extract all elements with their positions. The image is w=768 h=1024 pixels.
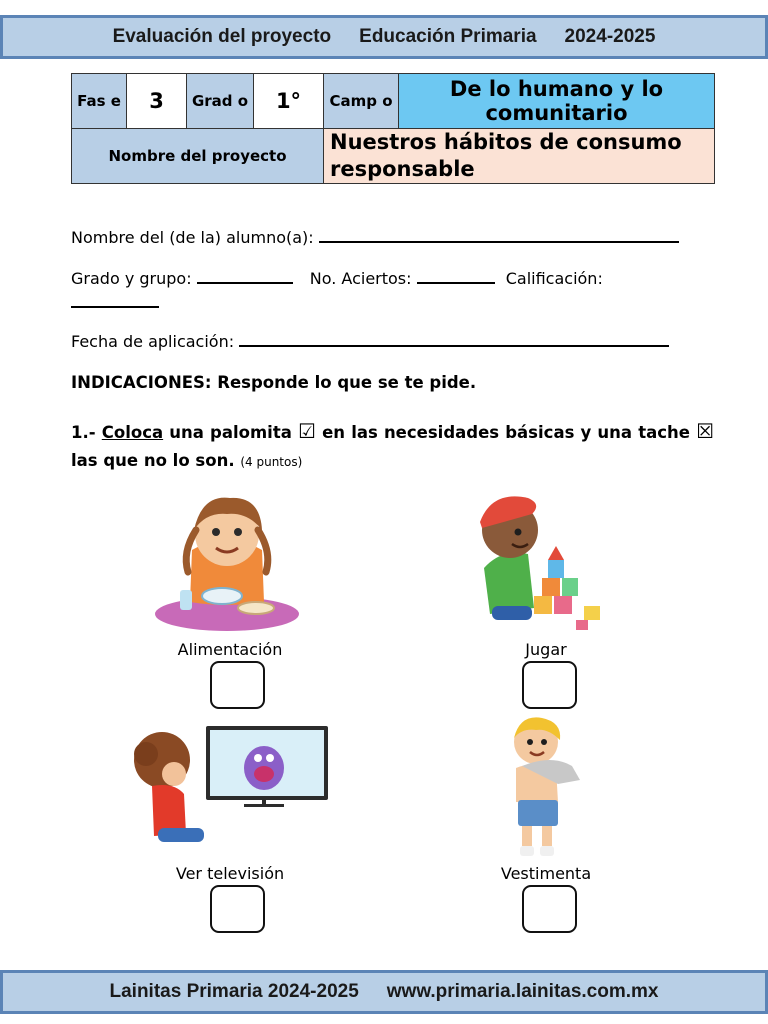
calificacion-row bbox=[71, 292, 159, 312]
fase-label: Fas e bbox=[72, 74, 127, 129]
cross-icon: ☒ bbox=[696, 419, 715, 443]
check-icon: ☑ bbox=[298, 419, 316, 443]
item-label-jugar: Jugar bbox=[525, 640, 567, 659]
question-text-a: una palomita bbox=[169, 423, 292, 442]
proyecto-value: Nuestros hábitos de consumo responsable bbox=[324, 129, 715, 184]
campo-label: Camp o bbox=[324, 74, 399, 129]
grado-label: Grad o bbox=[187, 74, 254, 129]
footer-url[interactable]: www.primaria.lainitas.com.mx bbox=[386, 981, 659, 1002]
fecha-label: Fecha de aplicación: bbox=[71, 332, 235, 351]
question-number: 1.- bbox=[71, 423, 96, 442]
calificacion-blank[interactable] bbox=[71, 292, 159, 308]
grupo-row bbox=[71, 268, 603, 288]
question-text-c: las que no lo son. bbox=[71, 451, 235, 470]
checkbox-ver-television[interactable] bbox=[210, 885, 265, 933]
question-1 bbox=[71, 417, 714, 476]
checkbox-alimentacion[interactable] bbox=[210, 661, 265, 709]
header-level: Educación Primaria bbox=[359, 26, 537, 47]
boy-watching-tv-icon bbox=[124, 724, 330, 852]
project-info-table bbox=[71, 73, 715, 184]
question-points: (4 puntos) bbox=[240, 455, 303, 469]
girl-eating-icon bbox=[152, 490, 302, 632]
fase-value: 3 bbox=[127, 74, 187, 129]
item-label-alimentacion: Alimentación bbox=[177, 640, 283, 659]
campo-value: De lo humano y lo comunitario bbox=[399, 74, 715, 129]
grupo-label: Grado y grupo: bbox=[71, 269, 192, 288]
alumno-blank[interactable] bbox=[319, 227, 679, 243]
checkbox-vestimenta[interactable] bbox=[522, 885, 577, 933]
item-label-vestimenta: Vestimenta bbox=[500, 864, 592, 883]
question-verb: Coloca bbox=[101, 423, 164, 442]
header-year: 2024-2025 bbox=[564, 26, 656, 47]
item-label-ver-television: Ver televisión bbox=[175, 864, 285, 883]
checkbox-jugar[interactable] bbox=[522, 661, 577, 709]
boy-playing-blocks-icon bbox=[472, 488, 612, 636]
calificacion-label: Calificación: bbox=[505, 269, 603, 288]
proyecto-label: Nombre del proyecto bbox=[72, 129, 324, 184]
fecha-row bbox=[71, 331, 669, 351]
boy-dressing-icon bbox=[502, 714, 586, 860]
aciertos-label: No. Aciertos: bbox=[309, 269, 412, 288]
fecha-blank[interactable] bbox=[239, 331, 669, 347]
footer-banner bbox=[0, 970, 768, 1014]
footer-brand: Lainitas Primaria 2024-2025 bbox=[109, 981, 359, 1002]
question-text-b: en las necesidades básicas y una tache bbox=[322, 423, 690, 442]
alumno-label: Nombre del (de la) alumno(a): bbox=[71, 228, 314, 247]
aciertos-blank[interactable] bbox=[417, 268, 495, 284]
alumno-row bbox=[71, 227, 679, 247]
header-title: Evaluación del proyecto bbox=[112, 26, 332, 47]
instructions: INDICACIONES: Responde lo que se te pide. bbox=[71, 373, 477, 392]
grupo-blank[interactable] bbox=[197, 268, 293, 284]
header-banner bbox=[0, 15, 768, 59]
grado-value: 1° bbox=[254, 74, 324, 129]
